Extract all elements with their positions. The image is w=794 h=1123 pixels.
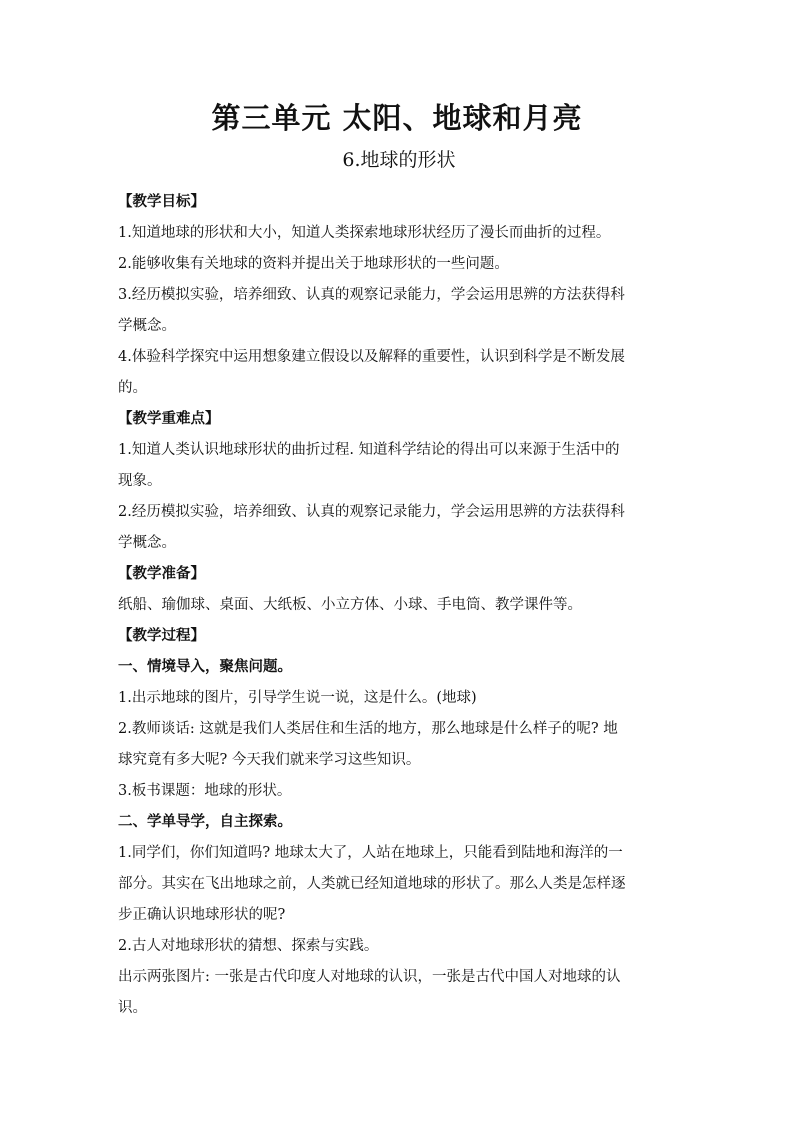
part1-line: 1.出示地球的图片，引导学生说一说，这是什么。(地球) (118, 690, 477, 706)
key-point-line: 2.经历模拟实验，培养细致、认真的观察记录能力，学会运用思辨的方法获得科 (118, 504, 625, 520)
process-heading: 【教学过程】 (118, 628, 205, 644)
part2-line: 步正确认识地球形状的呢? (118, 907, 286, 923)
part2-line: 部分。其实在飞出地球之前，人类就已经知道地球的形状了。那么人类是怎样逐 (118, 876, 626, 892)
preparation-line: 纸船、瑜伽球、桌面、大纸板、小立方体、小球、手电筒、教学课件等。 (118, 597, 582, 613)
document-title: 第三单元 太阳、地球和月亮 (211, 101, 583, 135)
lesson-subtitle: 6.地球的形状 (342, 149, 456, 171)
part2-line: 2.古人对地球形状的猜想、探索与实践。 (118, 938, 379, 954)
part2-line: 识。 (118, 1000, 147, 1016)
objective-line: 学概念。 (118, 318, 176, 334)
document-body (118, 187, 680, 1024)
objective-line: 2.能够收集有关地球的资料并提出关于地球形状的一些问题。 (118, 256, 509, 272)
part1-heading: 一、情境导入，聚焦问题。 (118, 659, 292, 675)
part2-line: 1.同学们，你们知道吗? 地球太大了，人站在地球上，只能看到陆地和海洋的一 (118, 845, 623, 861)
objective-line: 1.知道地球的形状和大小，知道人类探索地球形状经历了漫长而曲折的过程。 (118, 225, 611, 241)
objectives-heading: 【教学目标】 (118, 194, 205, 210)
objective-line: 3.经历模拟实验，培养细致、认真的观察记录能力，学会运用思辨的方法获得科 (118, 287, 625, 303)
key-point-line: 学概念。 (118, 535, 176, 551)
preparation-heading: 【教学准备】 (118, 566, 205, 582)
key-points-heading: 【教学重难点】 (118, 411, 220, 427)
part1-line: 球究竟有多大呢? 今天我们就来学习这些知识。 (118, 752, 421, 768)
key-point-line: 现象。 (118, 473, 162, 489)
part1-line: 2.教师谈话: 这就是我们人类居住和生活的地方，那么地球是什么样子的呢? 地 (118, 721, 618, 737)
part2-line: 出示两张图片: 一张是古代印度人对地球的认识，一张是古代中国人对地球的认 (118, 969, 621, 985)
part2-heading: 二、学单导学，自主探索。 (118, 814, 292, 830)
part1-line: 3.板书课题：地球的形状。 (118, 783, 292, 799)
objective-line: 4.体验科学探究中运用想象建立假设以及解释的重要性，认识到科学是不断发展 (118, 349, 625, 365)
key-point-line: 1.知道人类认识地球形状的曲折过程. 知道科学结论的得出可以来源于生活中的 (118, 442, 620, 458)
objective-line: 的。 (118, 380, 147, 396)
